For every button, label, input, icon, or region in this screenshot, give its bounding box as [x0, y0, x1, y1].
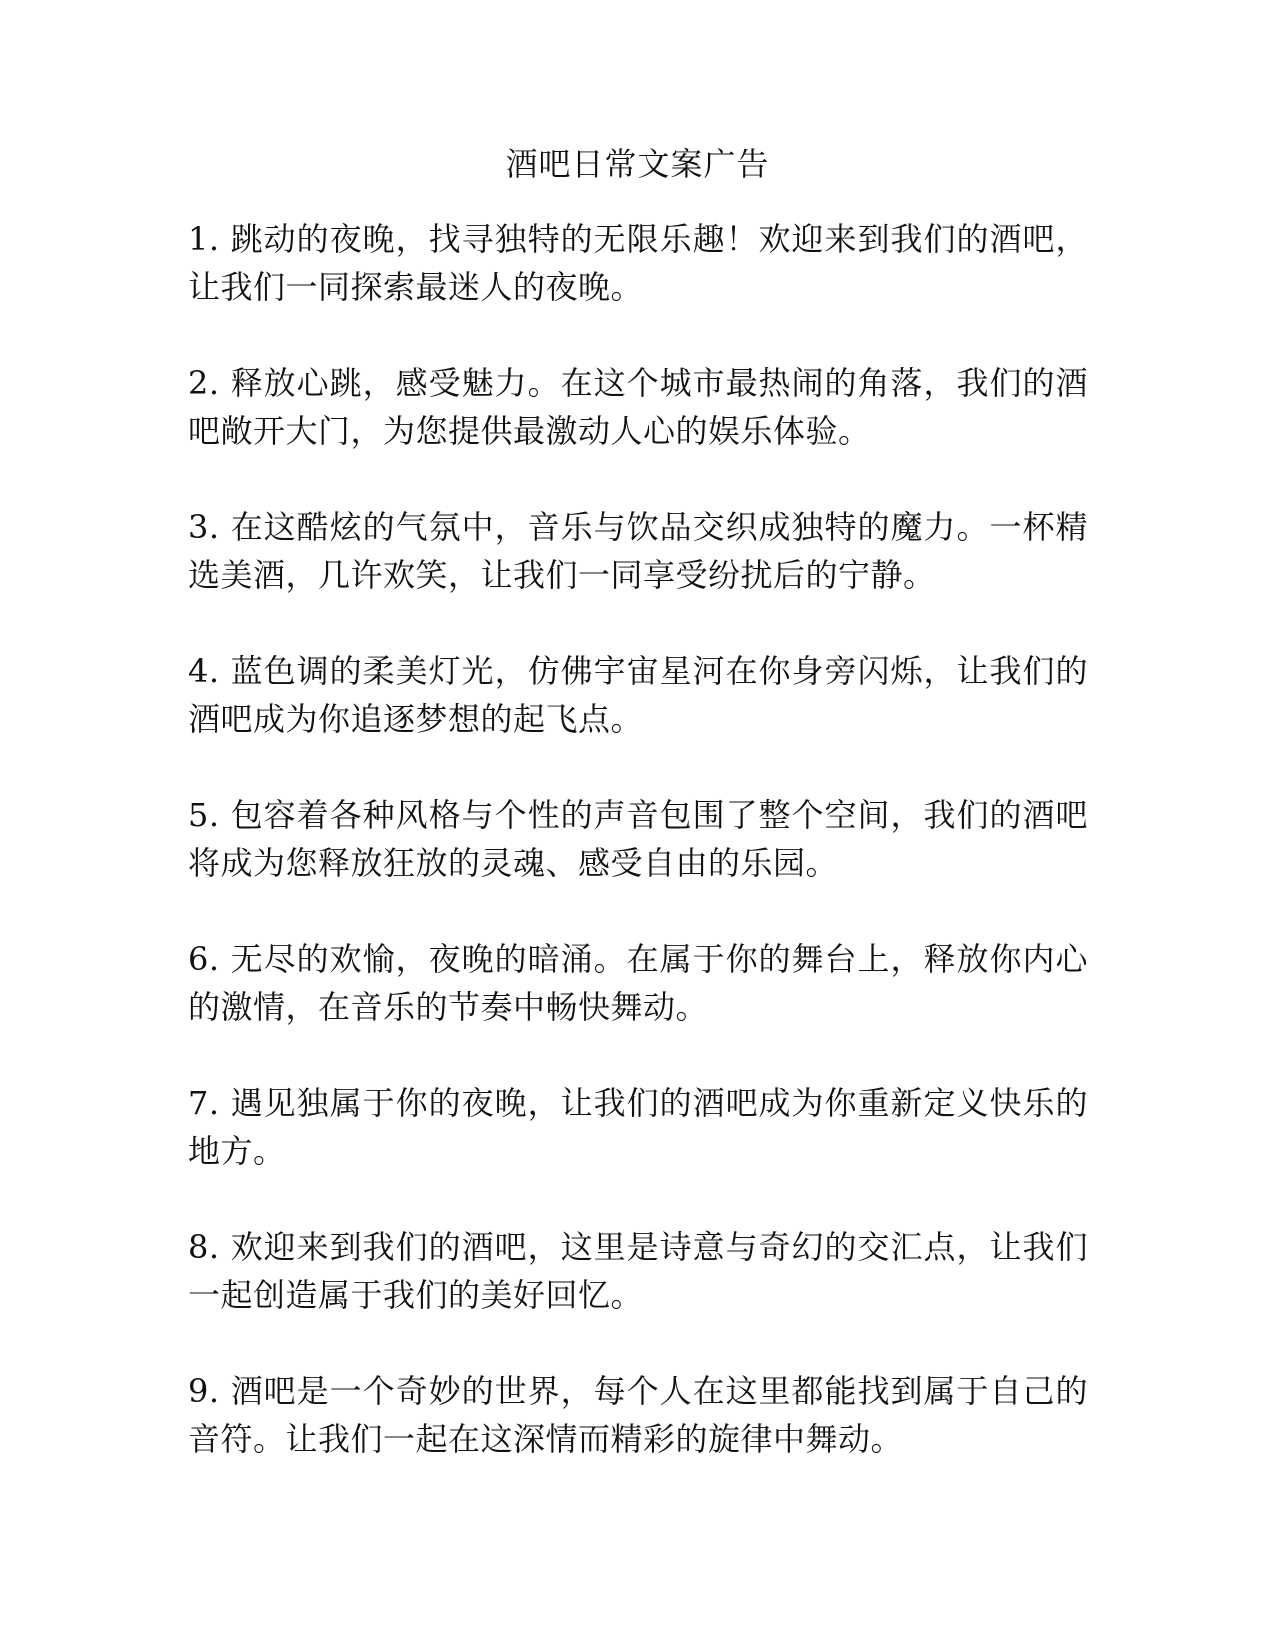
document-body — [188, 215, 1088, 1511]
paragraph-7: 7. 遇见独属于你的夜晚，让我们的酒吧成为你重新定义快乐的地方。 — [188, 1084, 1088, 1170]
paragraph-2: 2. 释放心跳，感受魅力。在这个城市最热闹的角落，我们的酒吧敞开大门，为您提供最激动人心的娱乐体验。 — [188, 364, 1088, 450]
paragraph-9: 9. 酒吧是一个奇妙的世界，每个人在这里都能找到属于自己的音符。让我们一起在这深情而精彩的旋律中舞动。 — [188, 1372, 1088, 1458]
paragraph-1: 1. 跳动的夜晚，找寻独特的无限乐趣！欢迎来到我们的酒吧，让我们一同探索最迷人的夜晚。 — [188, 220, 1088, 306]
document-title: 酒吧日常文案广告 — [505, 145, 770, 183]
paragraph-6: 6. 无尽的欢愉，夜晚的暗涌。在属于你的舞台上，释放你内心的激情，在音乐的节奏中畅快舞动。 — [188, 940, 1088, 1026]
paragraph-5: 5. 包容着各种风格与个性的声音包围了整个空间，我们的酒吧将成为您释放狂放的灵魂、感受自由的乐园。 — [188, 796, 1088, 882]
paragraph-3: 3. 在这酷炫的气氛中，音乐与饮品交织成独特的魔力。一杯精选美酒，几许欢笑，让我们一同享受纷扰后的宁静。 — [188, 508, 1088, 594]
paragraph-4: 4. 蓝色调的柔美灯光，仿佛宇宙星河在你身旁闪烁，让我们的酒吧成为你追逐梦想的起飞点。 — [188, 652, 1088, 738]
paragraph-8: 8. 欢迎来到我们的酒吧，这里是诗意与奇幻的交汇点，让我们一起创造属于我们的美好回忆。 — [188, 1228, 1088, 1314]
